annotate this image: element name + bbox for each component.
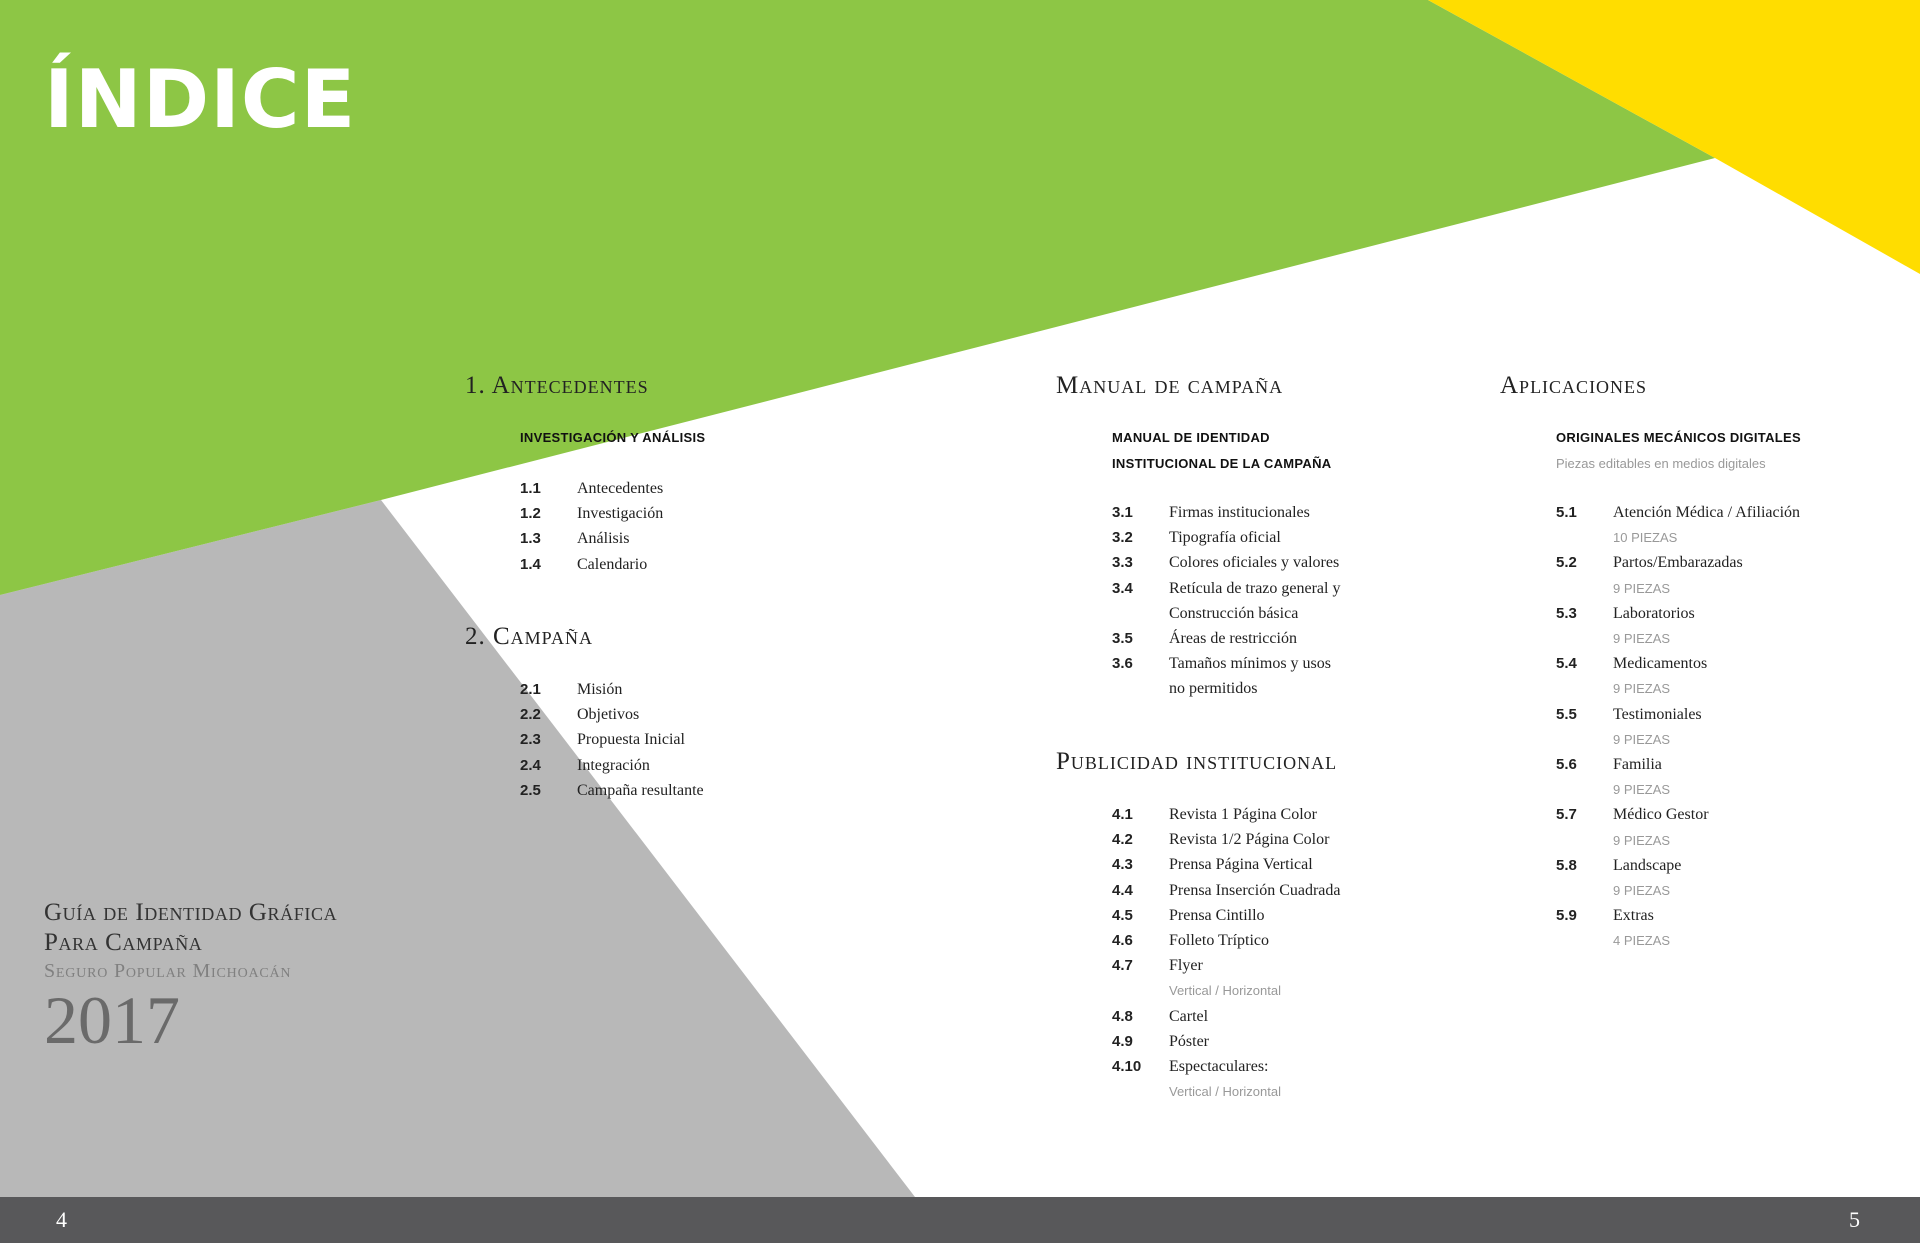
toc-item-number: 4.4 <box>1112 881 1133 899</box>
toc-item-number: 4.10 <box>1112 1058 1142 1076</box>
toc-item-number: 2.1 <box>520 681 541 698</box>
toc-item-number: 5.4 <box>1556 655 1577 673</box>
toc-item <box>1556 676 1800 701</box>
toc-item <box>520 753 704 778</box>
toc-item <box>1556 702 1800 727</box>
toc-item-note: 9 PIEZAS <box>1613 731 1671 747</box>
toc-item-label: Firmas institucionales <box>1169 504 1310 521</box>
toc-item-label: no permitidos <box>1169 680 1258 698</box>
toc-item-label: Construcción básica <box>1169 604 1299 622</box>
toc-item-label: Tamaños mínimos y usos <box>1169 655 1331 673</box>
toc-item-number: 5.5 <box>1556 705 1577 723</box>
toc-item-note: Vertical / Horizontal <box>1169 1084 1281 1100</box>
toc-item-number: 4.9 <box>1112 1032 1133 1050</box>
section-title-campana: 2. Campaña <box>465 623 594 650</box>
toc-item-number: 3.3 <box>1112 554 1133 572</box>
toc-item <box>1112 550 1340 575</box>
toc-item-label: Investigación <box>577 505 664 523</box>
toc-item-label: Espectaculares: <box>1169 1058 1269 1076</box>
toc-item <box>520 526 663 551</box>
toc-item <box>1556 878 1800 903</box>
toc-item-number: 3.4 <box>1112 579 1133 597</box>
toc-item-label: Medicamentos <box>1613 655 1708 673</box>
toc-item-number: 4.7 <box>1112 957 1133 975</box>
toc-item-label: Integración <box>577 756 650 774</box>
subhead-investigacion: INVESTIGACIÓN Y ANÁLISIS <box>520 430 706 445</box>
toc-item <box>1112 852 1341 877</box>
guide-title-line2: Para Campaña <box>44 929 203 956</box>
toc-item-number: 3.1 <box>1112 504 1133 521</box>
toc-item <box>1556 777 1800 802</box>
toc-item <box>1112 928 1341 953</box>
toc-item <box>1556 853 1800 878</box>
section-title-antecedentes: 1. Antecedentes <box>465 372 649 399</box>
toc-item-label: Campaña resultante <box>577 781 704 799</box>
toc-item-label: Prensa Inserción Cuadrada <box>1169 881 1341 899</box>
toc-item-label: Cartel <box>1169 1007 1209 1025</box>
toc-item <box>1556 550 1800 575</box>
guide-title-block <box>44 898 338 1058</box>
toc-item-label: Landscape <box>1613 856 1682 874</box>
toc-item-number: 1.2 <box>520 505 541 523</box>
toc-item <box>1112 802 1341 827</box>
guide-subtitle: Seguro Popular Michoacán <box>44 960 292 982</box>
toc-item-number: 1.1 <box>520 480 541 497</box>
toc-item <box>1556 928 1800 953</box>
toc-item <box>1112 1079 1341 1104</box>
toc-item <box>520 727 704 752</box>
toc-item-number: 2.4 <box>520 756 541 774</box>
toc-item-number: 4.8 <box>1112 1007 1133 1025</box>
toc-item-number: 4.3 <box>1112 856 1133 874</box>
toc-item-label: Familia <box>1613 756 1662 774</box>
toc-item <box>1112 676 1340 701</box>
toc-item <box>520 702 704 727</box>
toc-item-label: Misión <box>577 681 623 698</box>
toc-item <box>1556 500 1800 525</box>
toc-item-note: 9 PIEZAS <box>1613 782 1671 798</box>
toc-item <box>1112 651 1340 676</box>
toc-item <box>1112 978 1341 1003</box>
toc-item-label: Retícula de trazo general y <box>1169 579 1341 597</box>
toc-list-antecedentes <box>520 476 663 577</box>
subhead-aplicaciones: ORIGINALES MECÁNICOS DIGITALES <box>1556 430 1801 445</box>
toc-list-aplicaciones <box>1556 500 1800 954</box>
toc-item-label: Prensa Página Vertical <box>1169 856 1313 874</box>
toc-item-label: Áreas de restricción <box>1169 630 1297 648</box>
toc-item-label: Prensa Cintillo <box>1169 906 1265 924</box>
toc-item <box>1112 576 1340 601</box>
toc-item-note: 9 PIEZAS <box>1613 681 1671 697</box>
toc-item-label: Objetivos <box>577 706 640 724</box>
toc-item-number: 2.5 <box>520 781 541 799</box>
toc-item-label: Análisis <box>577 530 630 548</box>
toc-item <box>1556 626 1800 651</box>
page-number-left: 4 <box>56 1207 67 1232</box>
subnote-aplicaciones: Piezas editables en medios digitales <box>1556 456 1766 471</box>
toc-item-number: 3.2 <box>1112 529 1133 547</box>
page-title: ÍNDICE <box>44 53 357 146</box>
toc-item-label: Extras <box>1613 907 1654 925</box>
toc-item <box>1556 651 1800 676</box>
toc-item <box>1556 601 1800 626</box>
subhead-manual-line2: INSTITUCIONAL DE LA CAMPAÑA <box>1112 456 1332 471</box>
toc-item <box>1556 802 1800 827</box>
toc-item <box>1112 827 1341 852</box>
toc-item-note: 9 PIEZAS <box>1613 631 1671 647</box>
guide-year: 2017 <box>44 982 180 1058</box>
toc-item-label: Calendario <box>577 555 648 573</box>
toc-item-note: 9 PIEZAS <box>1613 832 1671 848</box>
toc-item-number: 4.1 <box>1112 806 1133 823</box>
toc-list-publicidad <box>1112 802 1341 1104</box>
toc-item <box>520 778 704 803</box>
toc-item-number: 4.5 <box>1112 906 1133 924</box>
toc-item-number: 2.3 <box>520 731 541 749</box>
toc-item-number: 1.4 <box>520 555 541 573</box>
toc-item-number: 2.2 <box>520 706 541 724</box>
toc-item-label: Antecedentes <box>577 480 664 497</box>
toc-item-label: Médico Gestor <box>1613 806 1709 824</box>
toc-item-note: 4 PIEZAS <box>1613 933 1671 949</box>
subhead-manual-line1: MANUAL DE IDENTIDAD <box>1112 430 1270 445</box>
toc-item-number: 5.3 <box>1556 604 1577 622</box>
toc-item <box>1112 626 1340 651</box>
toc-item-label: Flyer <box>1169 957 1203 975</box>
toc-item-number: 5.1 <box>1556 504 1577 521</box>
toc-item-number: 5.2 <box>1556 554 1577 572</box>
toc-item-label: Tipografía oficial <box>1169 529 1281 547</box>
toc-item <box>1112 903 1341 928</box>
toc-item-number: 3.6 <box>1112 655 1133 673</box>
section-title-manual: Manual de campaña <box>1056 372 1284 399</box>
toc-item <box>1112 1054 1341 1079</box>
toc-list-manual <box>1112 500 1340 702</box>
toc-item-number: 4.2 <box>1112 831 1133 849</box>
toc-item-label: Propuesta Inicial <box>577 731 685 749</box>
toc-item-number: 5.6 <box>1556 756 1577 774</box>
toc-item-number: 5.8 <box>1556 856 1577 874</box>
toc-item <box>1112 1004 1341 1029</box>
section-title-publicidad: Publicidad institucional <box>1056 748 1338 775</box>
toc-item <box>1556 828 1800 853</box>
toc-item <box>1556 752 1800 777</box>
toc-item <box>1112 601 1340 626</box>
toc-item-note: 10 PIEZAS <box>1613 530 1678 546</box>
toc-item <box>1112 500 1340 525</box>
toc-item-number: 3.5 <box>1112 630 1133 648</box>
toc-item <box>1112 1029 1341 1054</box>
toc-item-label: Folleto Tríptico <box>1169 932 1270 950</box>
toc-item-label: Laboratorios <box>1613 604 1695 622</box>
page-number-right: 5 <box>1849 1207 1860 1232</box>
toc-item-note: 9 PIEZAS <box>1613 580 1671 596</box>
toc-item-label: Póster <box>1169 1032 1209 1050</box>
footer-bar <box>0 1197 1920 1243</box>
toc-item <box>520 677 704 702</box>
toc-item-number: 4.6 <box>1112 932 1133 950</box>
toc-item <box>1556 903 1800 928</box>
toc-item <box>520 476 663 501</box>
section-title-aplicaciones: Aplicaciones <box>1500 372 1648 399</box>
toc-item-number: 5.9 <box>1556 907 1577 925</box>
toc-item-label: Revista 1 Página Color <box>1169 806 1317 823</box>
guide-title-line1: Guía de Identidad Gráfica <box>44 899 338 926</box>
toc-item <box>1556 727 1800 752</box>
toc-item <box>1112 953 1341 978</box>
toc-item-label: Testimoniales <box>1613 705 1702 723</box>
toc-item-label: Atención Médica / Afiliación <box>1613 504 1801 521</box>
toc-item-note: 9 PIEZAS <box>1613 883 1671 899</box>
toc-item <box>1112 878 1341 903</box>
toc-item <box>1112 525 1340 550</box>
toc-item <box>1556 576 1800 601</box>
toc-item-number: 5.7 <box>1556 806 1577 824</box>
toc-item <box>520 501 663 526</box>
toc-item-label: Partos/Embarazadas <box>1613 554 1743 572</box>
toc-item <box>1556 525 1800 550</box>
gray-shape <box>0 500 915 1197</box>
toc-item <box>520 552 663 577</box>
toc-item-note: Vertical / Horizontal <box>1169 983 1281 999</box>
toc-item-number: 1.3 <box>520 530 541 548</box>
toc-item-label: Revista 1/2 Página Color <box>1169 831 1330 849</box>
toc-item-label: Colores oficiales y valores <box>1169 554 1340 572</box>
toc-list-campana <box>520 677 704 803</box>
